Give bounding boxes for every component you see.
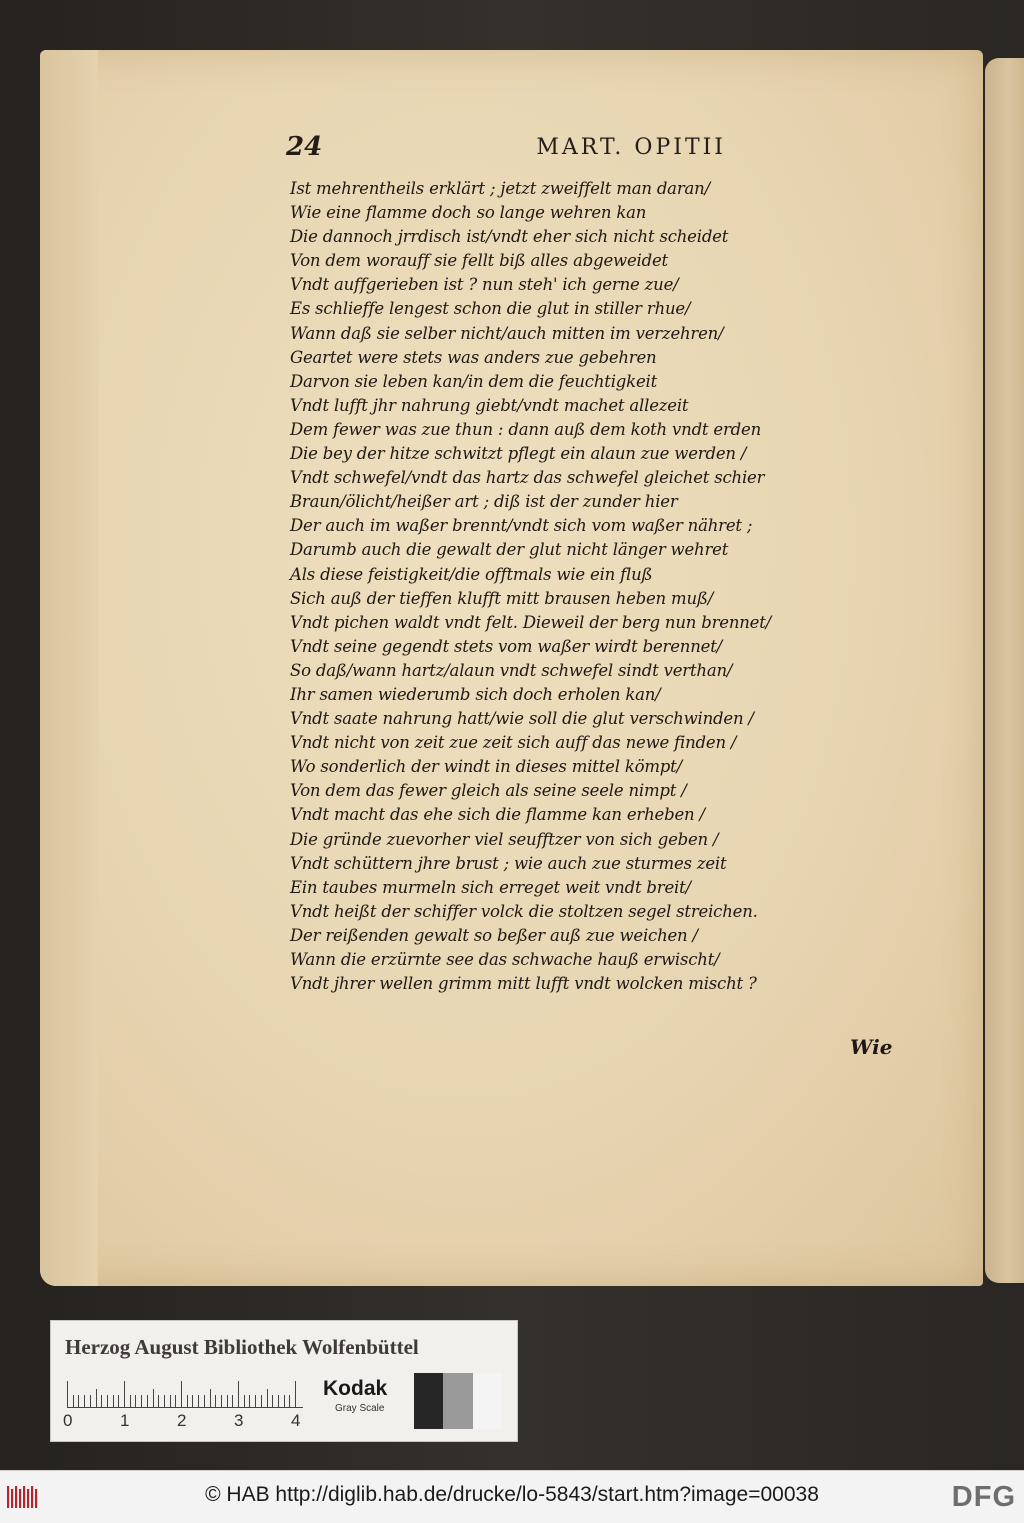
ruler-tick	[90, 1395, 91, 1407]
ruler-label: 1	[120, 1411, 130, 1430]
poem-line: Wo sonderlich der windt in dieses mittel kömpt/	[290, 757, 682, 777]
ruler-baseline	[67, 1407, 303, 1408]
poem-line: Es schlieffe lengest schon die glut in stiller rhue/	[290, 299, 691, 319]
page-number: 24	[286, 132, 323, 162]
ruler-tick	[158, 1395, 159, 1407]
ruler-tick	[78, 1395, 79, 1407]
ruler-tick	[267, 1389, 268, 1407]
ruler-tick	[198, 1395, 199, 1407]
poem-line: Die bey der hitze schwitzt pflegt ein alaun zue werden /	[290, 444, 747, 464]
ruler-tick	[175, 1395, 176, 1407]
ruler-tick	[135, 1395, 136, 1407]
ruler-tick	[84, 1395, 85, 1407]
gray-patch	[443, 1373, 472, 1429]
footer-bar	[0, 1470, 1024, 1523]
ruler-tick	[215, 1395, 216, 1407]
ruler-tick	[278, 1395, 279, 1407]
ruler-tick	[238, 1381, 239, 1407]
ruler-tick	[181, 1381, 182, 1407]
poem-line: Geartet were stets was anders zue gebehren	[290, 347, 657, 367]
ruler-tick	[96, 1389, 97, 1407]
poem-line: Vndt auffgerieben ist ? nun steh' ich gerne zue/	[290, 275, 679, 295]
poem-line: Darumb auch die gewalt der glut nicht länger wehret	[290, 540, 729, 560]
ruler-tick	[107, 1395, 108, 1407]
poem-line: Dem fewer was zue thun : dann auß dem koth vndt erden	[290, 419, 762, 439]
poem-line: Wann die erzürnte see das schwache hauß erwischt/	[290, 950, 720, 969]
poem-line: Darvon sie leben kan/in dem die feuchtigkeit	[290, 371, 658, 391]
poem-line: Vndt schwefel/vndt das hartz das schwefel gleichet schier	[290, 468, 765, 488]
copyright-link[interactable]: © HAB http://diglib.hab.de/drucke/lo-5843/start.htm?image=00038	[205, 1483, 819, 1506]
catchword: Wie	[850, 1035, 893, 1059]
kodak-brand: Kodak	[323, 1377, 388, 1400]
ruler-tick	[249, 1395, 250, 1407]
ruler-label: 4	[291, 1411, 301, 1430]
ruler-tick	[192, 1395, 193, 1407]
ruler-tick	[272, 1395, 273, 1407]
poem-line: Wie eine flamme doch so lange wehren kan	[290, 203, 647, 223]
ruler-tick	[187, 1395, 188, 1407]
poem-line: Die dannoch jrrdisch ist/vndt eher sich nicht scheidet	[290, 227, 729, 247]
poem-line: Vndt macht das ehe sich die flamme kan erheben /	[290, 805, 705, 825]
poem-line: Vndt schüttern jhre brust ; wie auch zue sturmes zeit	[290, 853, 727, 873]
ruler-tick	[124, 1381, 125, 1407]
poem-line: Als diese feistigkeit/die offtmals wie ein fluß	[290, 564, 653, 584]
poem-line: Wann daß sie selber nicht/auch mitten im verzehren/	[290, 323, 724, 343]
ruler-tick	[153, 1389, 154, 1407]
poem-line: Ihr samen wiederumb sich doch erholen kan/	[290, 684, 661, 704]
ruler-tick	[113, 1395, 114, 1407]
ruler-tick	[232, 1395, 233, 1407]
ruler-tick	[73, 1395, 74, 1407]
poem-line: Der reißenden gewalt so beßer auß zue weichen /	[290, 925, 698, 945]
ruler-tick	[204, 1395, 205, 1407]
running-head: MART. OPITII	[536, 135, 726, 160]
kodak-label	[323, 1377, 405, 1417]
gray-patch	[414, 1373, 443, 1429]
ruler-tick	[261, 1395, 262, 1407]
ruler-tick	[227, 1395, 228, 1407]
dfg-logo: DFG	[951, 1481, 1016, 1513]
cm-ruler	[63, 1377, 303, 1433]
ruler-label: 3	[234, 1411, 244, 1430]
page-header	[286, 132, 736, 166]
ruler-tick	[67, 1381, 68, 1407]
gray-scale-strip	[414, 1373, 502, 1429]
page-inner-margin	[40, 50, 98, 1286]
kodak-subtitle: Gray Scale	[335, 1403, 385, 1414]
ruler-label: 2	[177, 1411, 187, 1430]
adjacent-page-edge	[985, 58, 1024, 1283]
library-name: Herzog August Bibliothek Wolfenbüttel	[65, 1335, 419, 1359]
gray-patch	[473, 1373, 502, 1429]
poem-line: Vndt pichen waldt vndt felt. Dieweil der berg nun brennet/	[290, 612, 772, 632]
ruler-tick	[164, 1395, 165, 1407]
ruler-tick	[210, 1389, 211, 1407]
ruler-tick	[141, 1395, 142, 1407]
ruler-tick	[244, 1395, 245, 1407]
poem-line: Sich auß der tieffen klufft mitt brausen heben muß/	[290, 588, 714, 608]
poem-line: Ist mehrentheils erklärt ; jetzt zweiffelt man daran/	[290, 179, 710, 198]
ruler-label: 0	[63, 1411, 73, 1430]
poem-line: Vndt nicht von zeit zue zeit sich auff das newe finden /	[290, 733, 737, 753]
ruler-tick	[295, 1381, 296, 1407]
poem-line: Von dem das fewer gleich als seine seele nimpt /	[290, 781, 687, 801]
ruler-tick	[130, 1395, 131, 1407]
poem-line: Der auch im waßer brennt/vndt sich vom waßer nähret ;	[290, 516, 753, 536]
color-target-card	[50, 1320, 518, 1442]
ruler-tick	[284, 1395, 285, 1407]
poem-line: Vndt seine gegendt stets vom waßer wirdt berennet/	[290, 636, 722, 656]
poem-line: Ein taubes murmeln sich erreget weit vndt breit/	[290, 877, 691, 897]
poem-line: So daß/wann hartz/alaun vndt schwefel sindt verthan/	[290, 660, 733, 680]
poem-line: Vndt heißt der schiffer volck die stoltzen segel streichen.	[290, 901, 758, 921]
ruler-tick	[147, 1395, 148, 1407]
poem-line: Braun/ölicht/heißer art ; diß ist der zunder hier	[290, 492, 678, 512]
ruler-tick	[289, 1395, 290, 1407]
ruler-tick	[170, 1395, 171, 1407]
poem-text	[290, 177, 850, 996]
poem-line: Die gründe zuevorher viel seufftzer von sich geben /	[290, 829, 719, 849]
ruler-tick	[255, 1395, 256, 1407]
ruler-tick	[221, 1395, 222, 1407]
poem-line: Von dem worauff sie fellt biß alles abgeweidet	[290, 251, 668, 271]
poem-line: Vndt jhrer wellen grimm mitt lufft vndt wolcken mischt ?	[290, 974, 757, 994]
ruler-tick	[101, 1395, 102, 1407]
poem-line: Vndt lufft jhr nahrung giebt/vndt machet allezeit	[290, 395, 689, 415]
poem-line: Vndt saate nahrung hatt/wie soll die glut verschwinden /	[290, 709, 754, 729]
ruler-tick	[118, 1395, 119, 1407]
